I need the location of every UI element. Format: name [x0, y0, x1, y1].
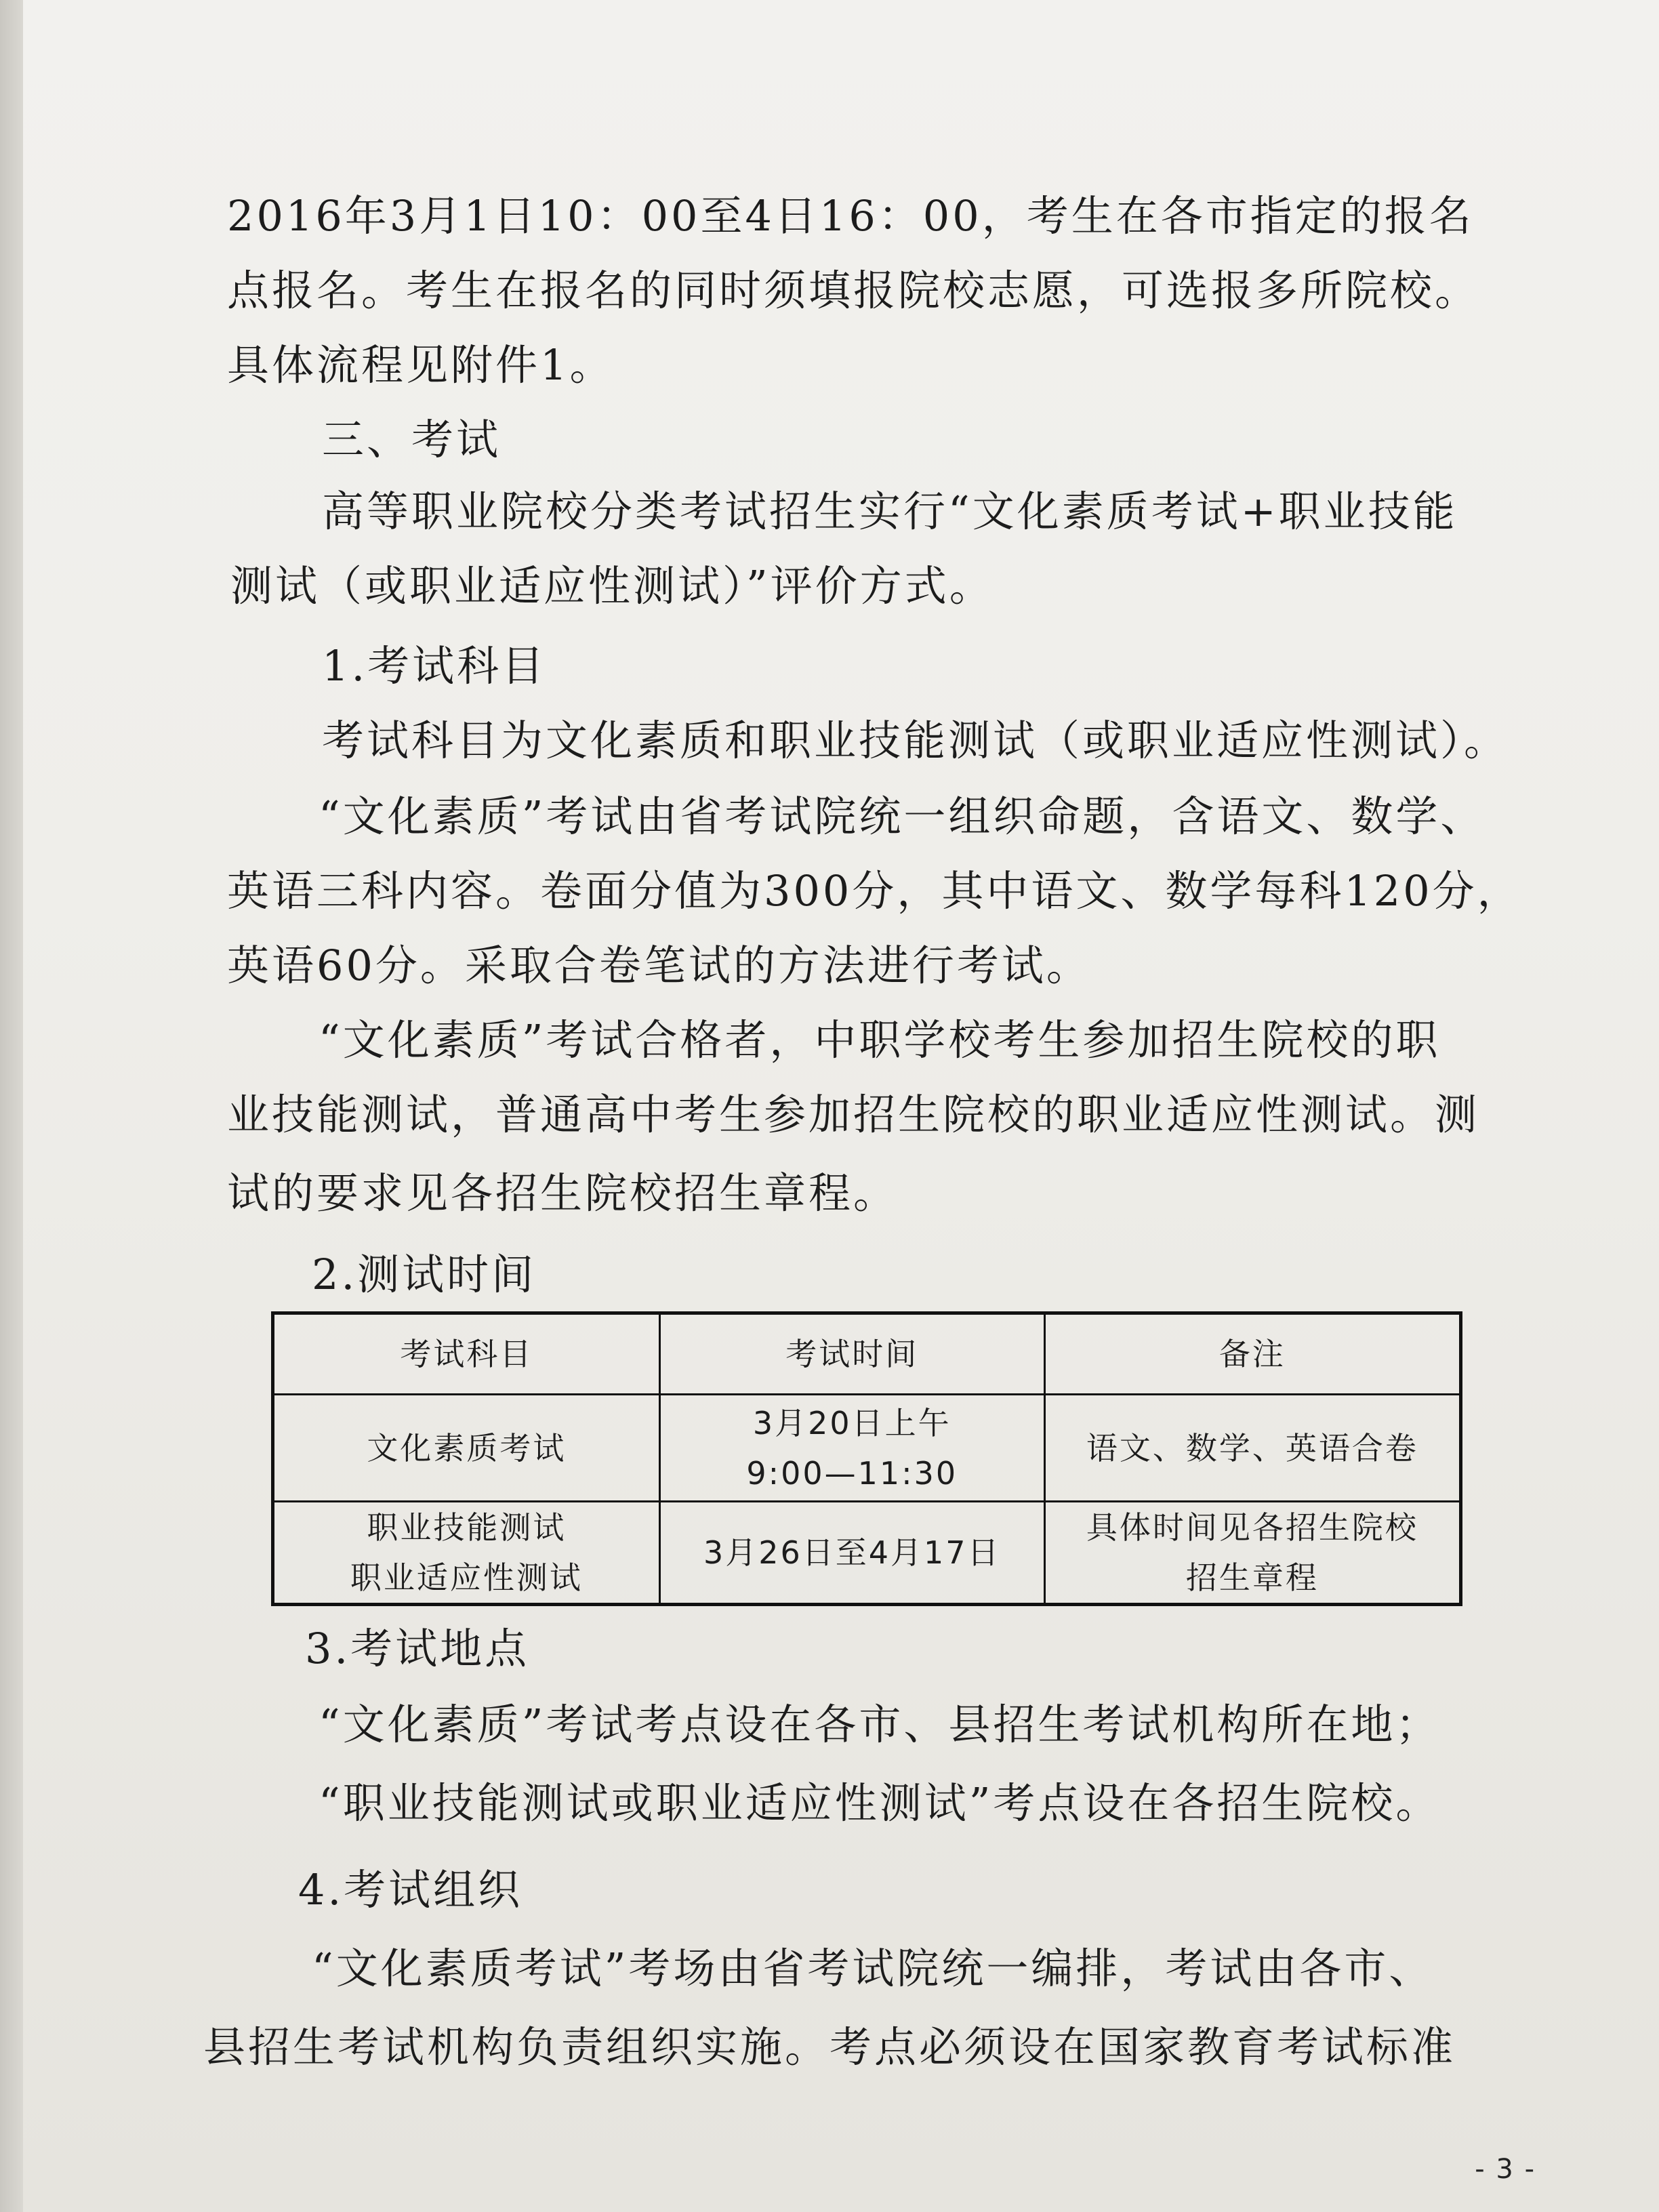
paragraph-line: 点报名。考生在报名的同时须填报院校志愿，可选报多所院校。	[227, 266, 1480, 315]
cell-text: 语文、数学、英语合卷	[1086, 1429, 1418, 1467]
table-cell-note	[1044, 1395, 1460, 1502]
paragraph-line: 英语60分。采取合卷笔试的方法进行考试。	[227, 941, 1091, 990]
cell-text: 9:00—11:30	[746, 1454, 958, 1492]
table-header-cell: 考试时间	[659, 1313, 1044, 1395]
page-fold-shadow	[0, 0, 23, 2212]
paragraph-line: 考试科目为文化素质和职业技能测试（或职业适应性测试）。	[322, 716, 1509, 765]
section-heading: 三、考试	[322, 415, 501, 464]
cell-text: 具体时间见各招生院校	[1086, 1509, 1418, 1546]
paragraph-line: “文化素质”考试合格者，中职学校考生参加招生院校的职	[319, 1015, 1441, 1065]
cell-text: 文化素质考试	[367, 1429, 567, 1467]
paragraph-line: 县招生考试机构负责组织实施。考点必须设在国家教育考试标准	[203, 2022, 1456, 2072]
table-header-row	[273, 1313, 1461, 1395]
table-row	[273, 1502, 1461, 1605]
paragraph-line: 业技能测试，普通高中考生参加招生院校的职业适应性测试。测	[227, 1090, 1480, 1139]
cell-text: 3月20日上午	[752, 1404, 951, 1441]
exam-schedule-table	[271, 1311, 1462, 1606]
paragraph-line: 英语三科内容。卷面分值为300分，其中语文、数学每科120分，	[227, 866, 1522, 916]
subsection-heading: 1.考试科目	[322, 641, 547, 691]
cell-text: 职业技能测试	[367, 1509, 567, 1546]
cell-text: 3月26日至4月17日	[703, 1534, 1001, 1571]
table-header-cell: 备注	[1044, 1313, 1460, 1395]
subsection-heading: 2.测试时间	[312, 1250, 537, 1299]
subsection-heading: 3.考试地点	[305, 1624, 530, 1673]
paragraph-line: 试的要求见各招生院校招生章程。	[227, 1168, 899, 1218]
table-cell-subject	[273, 1395, 660, 1502]
subsection-heading: 4.考试组织	[298, 1865, 523, 1914]
paragraph-line: “文化素质”考试考点设在各市、县招生考试机构所在地；	[319, 1700, 1441, 1749]
paragraph-line: “职业技能测试或职业适应性测试”考点设在各招生院校。	[319, 1778, 1441, 1828]
table-cell-time	[659, 1395, 1044, 1502]
cell-text: 职业适应性测试	[350, 1559, 583, 1596]
cell-text: 招生章程	[1185, 1559, 1319, 1596]
paragraph-line: “文化素质考试”考场由省考试院统一编排，考试由各市、	[312, 1944, 1434, 1993]
paragraph-line: 测试（或职业适应性测试）”评价方式。	[230, 561, 994, 611]
paragraph-line: 2016年3月1日10：00至4日16：00，考生在各市指定的报名	[227, 191, 1474, 241]
table-row	[273, 1395, 1461, 1502]
paragraph-line: 具体流程见附件1。	[227, 340, 615, 390]
table-header-cell: 考试科目	[273, 1313, 660, 1395]
page-number: - 3 -	[1475, 2154, 1536, 2185]
paragraph-line: “文化素质”考试由省考试院统一组织命题，含语文、数学、	[319, 792, 1486, 841]
table-cell-subject	[273, 1502, 660, 1605]
table-cell-time	[659, 1502, 1044, 1605]
table-cell-note	[1044, 1502, 1460, 1605]
paragraph-line: 高等职业院校分类考试招生实行“文化素质考试+职业技能	[322, 487, 1458, 536]
